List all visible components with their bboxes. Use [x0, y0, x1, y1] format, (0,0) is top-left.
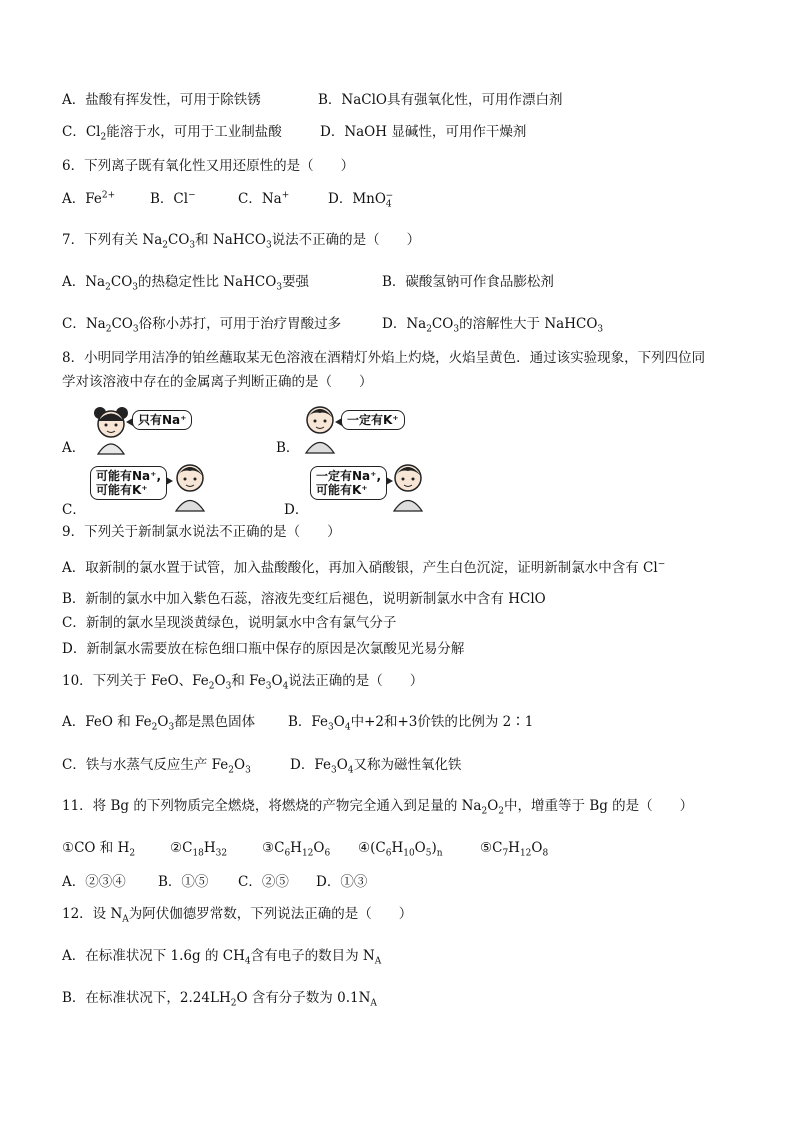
q8-option-c-label: C．: [62, 502, 86, 518]
q8-stem-line2: 学对该溶液中存在的金属离子判断正确的是（ ）: [62, 374, 373, 390]
q6-option-d: D．MnO$_4$−: [328, 190, 394, 210]
q11-item-2: $②C_{18}H_{32}$: [170, 840, 228, 859]
q10-option-a: A．FeO 和 $Fe_2O_3$都是黑色固体: [62, 714, 256, 733]
boy-cartoon-icon: [388, 460, 428, 512]
q9-option-c: C．新制的氯水呈现淡黄绿色，说明氯水中含有氯气分子: [62, 615, 397, 631]
girl-cartoon-icon: [88, 404, 134, 456]
boy-cartoon-icon: [170, 460, 210, 512]
q11-option-d: D．①③: [316, 874, 368, 890]
q8-b-speech-bubble: 一定有K⁺: [341, 410, 405, 430]
q11-item-1: ①CO 和 $H_2$: [62, 840, 136, 859]
q7-option-c: C．$Na_2CO_3$俗称小苏打，可用于治疗胃酸过多: [62, 316, 342, 335]
q10-option-c: C．铁与水蒸气反应生产 $Fe_2O_3$: [62, 757, 251, 776]
q5-option-a: A．盐酸有挥发性，可用于除铁锈: [62, 92, 261, 108]
q6-stem: 6．下列离子既有氧化性又用还原性的是（ ）: [62, 158, 355, 174]
q11-item-3: $③C_6H_{12}O_6$: [262, 840, 331, 859]
q11-option-c: C．②⑤: [238, 874, 289, 890]
q5-option-d: D．NaOH 显碱性，可用作干燥剂: [320, 124, 527, 140]
q9-option-b: B．新制的氯水中加入紫色石蕊，溶液先变红后褪色，说明新制氯水中含有 HClO: [62, 591, 546, 607]
q10-stem: 10．下列关于 FeO、$Fe_2O_3$和 $Fe_3O_4$说法正确的是（ ）: [62, 673, 424, 692]
q12-stem: 12．设 $N_A$为阿伏伽德罗常数，下列说法正确的是（ ）: [62, 906, 413, 925]
q6-option-b: B．Cl−: [150, 190, 196, 207]
q9-option-a: A．取新制的氯水置于试管，加入盐酸酸化，再加入硝酸银，产生白色沉淀，证明新制氯水中含有 Cl−: [62, 559, 666, 576]
q10-option-d: D．$Fe_3O_4$又称为磁性氧化铁: [290, 757, 462, 776]
q9-option-d: D．新制氯水需要放在棕色细口瓶中保存的原因是次氯酸见光易分解: [62, 641, 465, 657]
q7-stem: 7．下列有关 $Na_2CO_3$和 NaHCO$_3$说法不正确的是（ ）: [62, 232, 421, 251]
boy-cartoon-icon: [300, 402, 340, 454]
q7-option-a: A．$Na_2CO_3$的热稳定性比 NaHCO$_3$要强: [62, 274, 310, 293]
q8-option-d-label: D．: [284, 502, 309, 518]
q8-option-b-label: B．: [276, 440, 300, 456]
q10-option-b: B．$Fe_3O_4$中+2和+3价铁的比例为 2∶1: [288, 714, 534, 733]
q6-option-c: C．Na+: [238, 190, 290, 207]
q11-stem: 11．将 Bg 的下列物质完全燃烧，将燃烧的产物完全通入到足量的 $Na_2O_2$中，增重等于 Bg 的是（ ）: [62, 798, 694, 817]
q9-stem: 9．下列关于新制氯水说法不正确的是（ ）: [62, 524, 341, 540]
q12-option-a: A．在标准状况下 1.6g 的 $CH_4$含有电子的数目为 $N_A$: [62, 948, 382, 967]
q11-option-a: A．②③④: [62, 874, 126, 890]
q11-item-4: $④(C_6H_{10}O_5)_n$: [358, 840, 443, 859]
q7-option-d: D．$Na_2CO_3$的溶解性大于 NaHCO$_3$: [382, 316, 604, 335]
q8-stem-line1: 8．小明同学用洁净的铂丝蘸取某无色溶液在酒精灯外焰上灼烧，火焰呈黄色．通过该实验现象，下列四位同: [62, 350, 706, 366]
q11-option-b: B．①⑤: [158, 874, 209, 890]
q8-d-speech-bubble: 一定有Na⁺, 可能有K⁺: [310, 466, 387, 500]
q5-option-b: B．NaClO具有强氧化性，可用作漂白剂: [318, 92, 563, 108]
q8-a-speech-bubble: 只有Na⁺: [132, 410, 192, 430]
q7-option-b: B．碳酸氢钠可作食品膨松剂: [382, 274, 554, 290]
q8-option-a-label: A．: [62, 440, 86, 456]
q5-option-c: C．$Cl_2$能溶于水，可用于工业制盐酸: [62, 124, 282, 143]
q6-option-a: A．$Fe^{2+}$: [62, 190, 116, 207]
q8-c-speech-bubble: 可能有Na⁺, 可能有K⁺: [90, 466, 167, 500]
q11-item-5: $⑤C_7H_{12}O_8$: [480, 840, 549, 859]
q12-option-b: B．在标准状况下，$2.24LH_2O$ 含有分子数为 $0.1N_A$: [62, 990, 377, 1009]
